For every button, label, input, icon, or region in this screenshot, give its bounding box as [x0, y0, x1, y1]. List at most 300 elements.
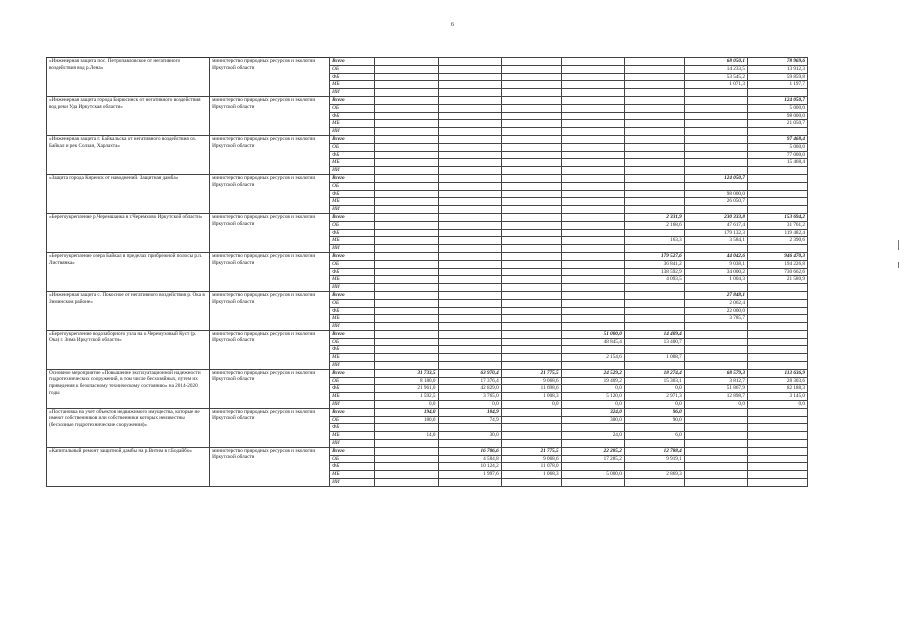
amount-cell	[375, 81, 438, 89]
amount-cell	[624, 58, 684, 66]
amount-cell: 48 845,4	[561, 338, 624, 346]
amount-cell	[747, 330, 807, 338]
amount-cell	[561, 167, 624, 175]
amount-cell	[375, 167, 438, 175]
amount-cell	[747, 346, 807, 354]
amount-cell	[561, 198, 624, 206]
amount-cell	[501, 151, 561, 159]
amount-cell: 3 765,0	[438, 393, 501, 401]
amount-cell	[501, 237, 561, 245]
table-row	[47, 447, 808, 455]
amount-cell	[375, 112, 438, 120]
amount-cell: 2 390,6	[747, 237, 807, 245]
amount-cell: 31 761,2	[747, 221, 807, 229]
amount-cell: 28 303,6	[747, 377, 807, 385]
funding-source: ФБ	[330, 73, 375, 81]
amount-cell	[438, 237, 501, 245]
amount-cell: 0,0	[561, 401, 624, 409]
funding-source: ИИ	[330, 89, 375, 97]
amount-cell: 19 409,2	[561, 377, 624, 385]
amount-cell	[561, 221, 624, 229]
amount-cell	[624, 362, 684, 370]
amount-cell	[624, 167, 684, 175]
amount-cell	[561, 276, 624, 284]
amount-cell: 1 004,3	[684, 276, 747, 284]
amount-cell	[747, 408, 807, 416]
amount-cell: 16 706,6	[438, 447, 501, 455]
amount-cell: 42 829,0	[438, 385, 501, 393]
amount-cell: 300,0	[561, 416, 624, 424]
amount-cell: 17 285,2	[561, 455, 624, 463]
amount-cell: 5 000,0	[747, 143, 807, 151]
amount-cell	[375, 174, 438, 182]
amount-cell	[438, 245, 501, 253]
amount-cell	[438, 330, 501, 338]
amount-cell	[624, 424, 684, 432]
amount-cell: 1 997,6	[438, 471, 501, 479]
amount-cell	[561, 479, 624, 487]
responsible-organization: министерство природных ресурсов и экологии Иркутской области	[210, 135, 330, 174]
funding-source: Всего	[330, 408, 375, 416]
amount-cell	[684, 354, 747, 362]
funding-source: ОБ	[330, 416, 375, 424]
amount-cell: 11 078,0	[501, 463, 561, 471]
table-row	[47, 252, 808, 260]
amount-cell	[375, 58, 438, 66]
amount-cell: 34 000,2	[684, 268, 747, 276]
amount-cell	[438, 315, 501, 323]
amount-cell: 68 579,3	[684, 369, 747, 377]
amount-cell	[747, 190, 807, 198]
amount-cell	[375, 447, 438, 455]
funding-source: ОБ	[330, 299, 375, 307]
amount-cell	[375, 120, 438, 128]
amount-cell: 74,9	[438, 416, 501, 424]
activity-description: «Берегоукрепление р.Черемшанка в г.Черемхово Иркутской области»	[47, 213, 210, 252]
funding-source: МБ	[330, 471, 375, 479]
amount-cell	[438, 73, 501, 81]
amount-cell	[624, 323, 684, 331]
amount-cell	[684, 447, 747, 455]
amount-cell: 1 008,3	[501, 393, 561, 401]
amount-cell	[375, 229, 438, 237]
funding-source: МБ	[330, 432, 375, 440]
amount-cell	[375, 237, 438, 245]
amount-cell: 21 961,0	[375, 385, 438, 393]
amount-cell: 9 919,1	[624, 455, 684, 463]
amount-cell	[561, 89, 624, 97]
funding-source: ИИ	[330, 206, 375, 214]
amount-cell	[438, 120, 501, 128]
amount-cell	[684, 182, 747, 190]
amount-cell	[624, 229, 684, 237]
funding-source: ФБ	[330, 424, 375, 432]
amount-cell	[375, 104, 438, 112]
amount-cell	[624, 463, 684, 471]
amount-cell	[684, 416, 747, 424]
amount-cell: 6,0	[624, 432, 684, 440]
amount-cell	[561, 245, 624, 253]
amount-cell	[684, 89, 747, 97]
amount-cell	[438, 58, 501, 66]
amount-cell	[684, 346, 747, 354]
funding-source: ИИ	[330, 440, 375, 448]
amount-cell	[501, 284, 561, 292]
funding-source: ОБ	[330, 104, 375, 112]
amount-cell	[501, 143, 561, 151]
amount-cell	[501, 424, 561, 432]
amount-cell	[438, 299, 501, 307]
amount-cell	[501, 245, 561, 253]
table-row	[47, 96, 808, 104]
amount-cell	[684, 151, 747, 159]
amount-cell	[561, 323, 624, 331]
amount-cell	[501, 112, 561, 120]
amount-cell: 98 000,0	[747, 112, 807, 120]
funding-source: Всего	[330, 135, 375, 143]
amount-cell	[375, 315, 438, 323]
responsible-organization: министерство природных ресурсов и экологии Иркутской области	[210, 58, 330, 97]
amount-cell	[501, 128, 561, 136]
amount-cell: 4 093,5	[624, 276, 684, 284]
amount-cell	[438, 268, 501, 276]
amount-cell: 15 303,1	[624, 377, 684, 385]
amount-cell	[561, 299, 624, 307]
amount-cell: 78 969,6	[747, 58, 807, 66]
table-row	[47, 135, 808, 143]
activity-description: «Инженерная защита пос. Петропавловское от негативного воздействия вод р.Лена»	[47, 58, 210, 97]
amount-cell	[684, 432, 747, 440]
amount-cell: 27 848,1	[684, 291, 747, 299]
amount-cell	[747, 206, 807, 214]
amount-cell	[624, 206, 684, 214]
amount-cell	[375, 221, 438, 229]
amount-cell	[624, 151, 684, 159]
amount-cell	[684, 245, 747, 253]
amount-cell	[375, 471, 438, 479]
amount-cell	[747, 89, 807, 97]
amount-cell: 3 812,7	[684, 377, 747, 385]
funding-source: МБ	[330, 393, 375, 401]
amount-cell: 0,0	[747, 401, 807, 409]
amount-cell: 21 775,5	[501, 447, 561, 455]
amount-cell	[624, 440, 684, 448]
amount-cell	[747, 284, 807, 292]
amount-cell: 4 584,8	[438, 455, 501, 463]
amount-cell	[747, 447, 807, 455]
amount-cell: 119 482,4	[747, 229, 807, 237]
amount-cell: 124 050,7	[684, 174, 747, 182]
amount-cell	[501, 198, 561, 206]
amount-cell	[501, 206, 561, 214]
funding-source: МБ	[330, 159, 375, 167]
margin-mark	[898, 262, 899, 268]
responsible-organization: министерство природных ресурсов и экологии Иркутской области	[210, 408, 330, 447]
amount-cell	[747, 471, 807, 479]
amount-cell	[501, 323, 561, 331]
amount-cell	[624, 128, 684, 136]
amount-cell: 31 733,5	[375, 369, 438, 377]
amount-cell: 2 154,6	[561, 354, 624, 362]
amount-cell	[438, 206, 501, 214]
amount-cell	[684, 112, 747, 120]
funding-source: ФБ	[330, 463, 375, 471]
budget-table	[46, 57, 808, 487]
funding-source: Всего	[330, 58, 375, 66]
amount-cell: 47 617,4	[684, 221, 747, 229]
amount-cell	[624, 65, 684, 73]
table-row	[47, 58, 808, 66]
amount-cell	[561, 73, 624, 81]
funding-source: ОБ	[330, 221, 375, 229]
amount-cell: 14 409,4	[624, 330, 684, 338]
amount-cell	[375, 182, 438, 190]
funding-source: ФБ	[330, 151, 375, 159]
amount-cell	[438, 291, 501, 299]
amount-cell: 14,0	[375, 432, 438, 440]
amount-cell	[375, 424, 438, 432]
amount-cell: 59 859,8	[747, 73, 807, 81]
amount-cell: 21 775,5	[501, 369, 561, 377]
amount-cell	[375, 362, 438, 370]
amount-cell	[561, 96, 624, 104]
amount-cell	[438, 440, 501, 448]
responsible-organization: министерство природных ресурсов и экологии Иркутской области	[210, 447, 330, 486]
funding-source: ФБ	[330, 385, 375, 393]
amount-cell	[438, 81, 501, 89]
amount-cell	[375, 463, 438, 471]
amount-cell	[501, 104, 561, 112]
amount-cell	[684, 206, 747, 214]
amount-cell	[561, 182, 624, 190]
amount-cell	[561, 252, 624, 260]
amount-cell: 230 333,8	[684, 213, 747, 221]
amount-cell	[747, 182, 807, 190]
amount-cell	[561, 463, 624, 471]
amount-cell	[684, 284, 747, 292]
amount-cell	[438, 354, 501, 362]
amount-cell	[747, 299, 807, 307]
amount-cell	[561, 440, 624, 448]
page-number: 6	[451, 22, 454, 28]
activity-description: Основное мероприятие «Повышение эксплуатационной надежности гидротехнических сооружений, в том числе бесхозяйных, путем их приведения к безопасному техническому состоянию» на 2014-2020 годы	[47, 369, 210, 408]
amount-cell: 90,0	[624, 416, 684, 424]
amount-cell	[747, 416, 807, 424]
amount-cell: 3 785,7	[684, 315, 747, 323]
amount-cell	[375, 440, 438, 448]
amount-cell: 2 971,3	[624, 393, 684, 401]
funding-source: ИИ	[330, 245, 375, 253]
amount-cell	[561, 284, 624, 292]
amount-cell	[624, 174, 684, 182]
amount-cell	[375, 284, 438, 292]
table-row	[47, 291, 808, 299]
responsible-organization: министерство природных ресурсов и экологии Иркутской области	[210, 174, 330, 213]
amount-cell	[561, 190, 624, 198]
table-row	[47, 330, 808, 338]
amount-cell: 2 168,6	[624, 221, 684, 229]
amount-cell	[501, 221, 561, 229]
amount-cell	[624, 120, 684, 128]
funding-source: ИИ	[330, 284, 375, 292]
amount-cell	[684, 479, 747, 487]
amount-cell: 15 468,4	[747, 159, 807, 167]
amount-cell: 18 274,4	[624, 369, 684, 377]
amount-cell: 324,0	[561, 408, 624, 416]
amount-cell	[624, 96, 684, 104]
amount-cell	[624, 135, 684, 143]
amount-cell	[438, 104, 501, 112]
amount-cell	[747, 463, 807, 471]
amount-cell	[624, 291, 684, 299]
amount-cell	[747, 307, 807, 315]
funding-source: ИИ	[330, 128, 375, 136]
amount-cell	[438, 323, 501, 331]
amount-cell	[438, 338, 501, 346]
responsible-organization: министерство природных ресурсов и экологии Иркутской области	[210, 330, 330, 369]
amount-cell	[375, 151, 438, 159]
amount-cell	[375, 89, 438, 97]
amount-cell	[438, 96, 501, 104]
amount-cell	[375, 268, 438, 276]
amount-cell: 30,0	[438, 432, 501, 440]
amount-cell	[438, 190, 501, 198]
amount-cell	[684, 96, 747, 104]
amount-cell: 9 068,6	[501, 455, 561, 463]
amount-cell	[747, 128, 807, 136]
amount-cell: 21 050,7	[747, 120, 807, 128]
amount-cell	[501, 338, 561, 346]
funding-source: Всего	[330, 330, 375, 338]
activity-description: «Инженерная защита города Бирюсинск от негативного воздействия вод реки Уда Иркутская области»	[47, 96, 210, 135]
amount-cell: 22 000,0	[684, 307, 747, 315]
amount-cell	[501, 479, 561, 487]
amount-cell: 0,0	[624, 401, 684, 409]
amount-cell: 3 145,0	[747, 393, 807, 401]
funding-source: ОБ	[330, 182, 375, 190]
amount-cell	[438, 65, 501, 73]
amount-cell: 113 636,9	[747, 369, 807, 377]
amount-cell	[375, 260, 438, 268]
margin-mark	[898, 240, 899, 250]
amount-cell: 163,3	[624, 237, 684, 245]
amount-cell	[561, 291, 624, 299]
amount-cell	[375, 198, 438, 206]
activity-description: «Инженерная защита с. Покосное от негативного воздействия р. Ока в Зиминском районе»	[47, 291, 210, 330]
amount-cell: 26 050,7	[684, 198, 747, 206]
amount-cell	[375, 128, 438, 136]
amount-cell	[561, 174, 624, 182]
amount-cell: 194 226,8	[747, 260, 807, 268]
activity-description: «Инженерная защита г. Байкальска от негативного воздействия оз. Байкал и рек Солзан, Харлахта»	[47, 135, 210, 174]
amount-cell	[501, 346, 561, 354]
funding-source: ИИ	[330, 323, 375, 331]
amount-cell	[747, 174, 807, 182]
amount-cell	[747, 338, 807, 346]
amount-cell: 138 592,9	[624, 268, 684, 276]
amount-cell	[684, 104, 747, 112]
funding-source: ОБ	[330, 260, 375, 268]
amount-cell	[438, 112, 501, 120]
amount-cell: 1 068,3	[501, 471, 561, 479]
funding-source: ОБ	[330, 377, 375, 385]
funding-source: Всего	[330, 174, 375, 182]
funding-source: МБ	[330, 237, 375, 245]
amount-cell: 2 869,3	[624, 471, 684, 479]
amount-cell: 22 285,2	[561, 447, 624, 455]
amount-cell	[624, 346, 684, 354]
amount-cell	[438, 198, 501, 206]
amount-cell: 77 000,0	[747, 151, 807, 159]
responsible-organization: министерство природных ресурсов и экологии Иркутской области	[210, 213, 330, 252]
amount-cell	[501, 65, 561, 73]
amount-cell	[747, 245, 807, 253]
funding-source: ФБ	[330, 268, 375, 276]
activity-description: «Постановка на учет объектов недвижимого имущества, которые не имеют собственников или собственники которых неизвестны (бесхозные гидротехнические сооружения)»	[47, 408, 210, 447]
amount-cell: 180,0	[375, 416, 438, 424]
amount-cell	[624, 104, 684, 112]
amount-cell	[375, 143, 438, 151]
amount-cell	[624, 198, 684, 206]
amount-cell: 124 050,7	[747, 96, 807, 104]
funding-source: МБ	[330, 120, 375, 128]
amount-cell	[501, 81, 561, 89]
amount-cell	[747, 323, 807, 331]
funding-source: Всего	[330, 213, 375, 221]
amount-cell	[561, 362, 624, 370]
amount-cell: 9 038,1	[684, 260, 747, 268]
amount-cell	[624, 182, 684, 190]
amount-cell	[561, 58, 624, 66]
amount-cell	[501, 268, 561, 276]
funding-source: ФБ	[330, 229, 375, 237]
amount-cell	[684, 128, 747, 136]
amount-cell: 0,0	[438, 401, 501, 409]
amount-cell: 98 000,0	[684, 190, 747, 198]
funding-source: Всего	[330, 447, 375, 455]
amount-cell	[438, 362, 501, 370]
amount-cell	[375, 245, 438, 253]
funding-source: МБ	[330, 315, 375, 323]
amount-cell: 63 970,4	[438, 369, 501, 377]
amount-cell	[375, 330, 438, 338]
amount-cell	[561, 120, 624, 128]
amount-cell	[624, 284, 684, 292]
funding-source: Всего	[330, 369, 375, 377]
amount-cell	[747, 315, 807, 323]
budget-table-container	[46, 57, 808, 487]
amount-cell	[561, 104, 624, 112]
amount-cell: 97 468,4	[747, 135, 807, 143]
amount-cell: 96,0	[624, 408, 684, 416]
amount-cell: 0,0	[375, 401, 438, 409]
funding-source: Всего	[330, 252, 375, 260]
amount-cell	[624, 299, 684, 307]
amount-cell	[684, 362, 747, 370]
amount-cell	[375, 338, 438, 346]
amount-cell	[438, 213, 501, 221]
amount-cell	[561, 112, 624, 120]
amount-cell	[561, 260, 624, 268]
activity-description: «Защита города Киренск от наводнений. Защитная дамба»	[47, 174, 210, 213]
amount-cell	[438, 143, 501, 151]
amount-cell	[501, 58, 561, 66]
table-row	[47, 369, 808, 377]
amount-cell	[438, 135, 501, 143]
amount-cell	[438, 260, 501, 268]
amount-cell	[561, 229, 624, 237]
table-row	[47, 408, 808, 416]
